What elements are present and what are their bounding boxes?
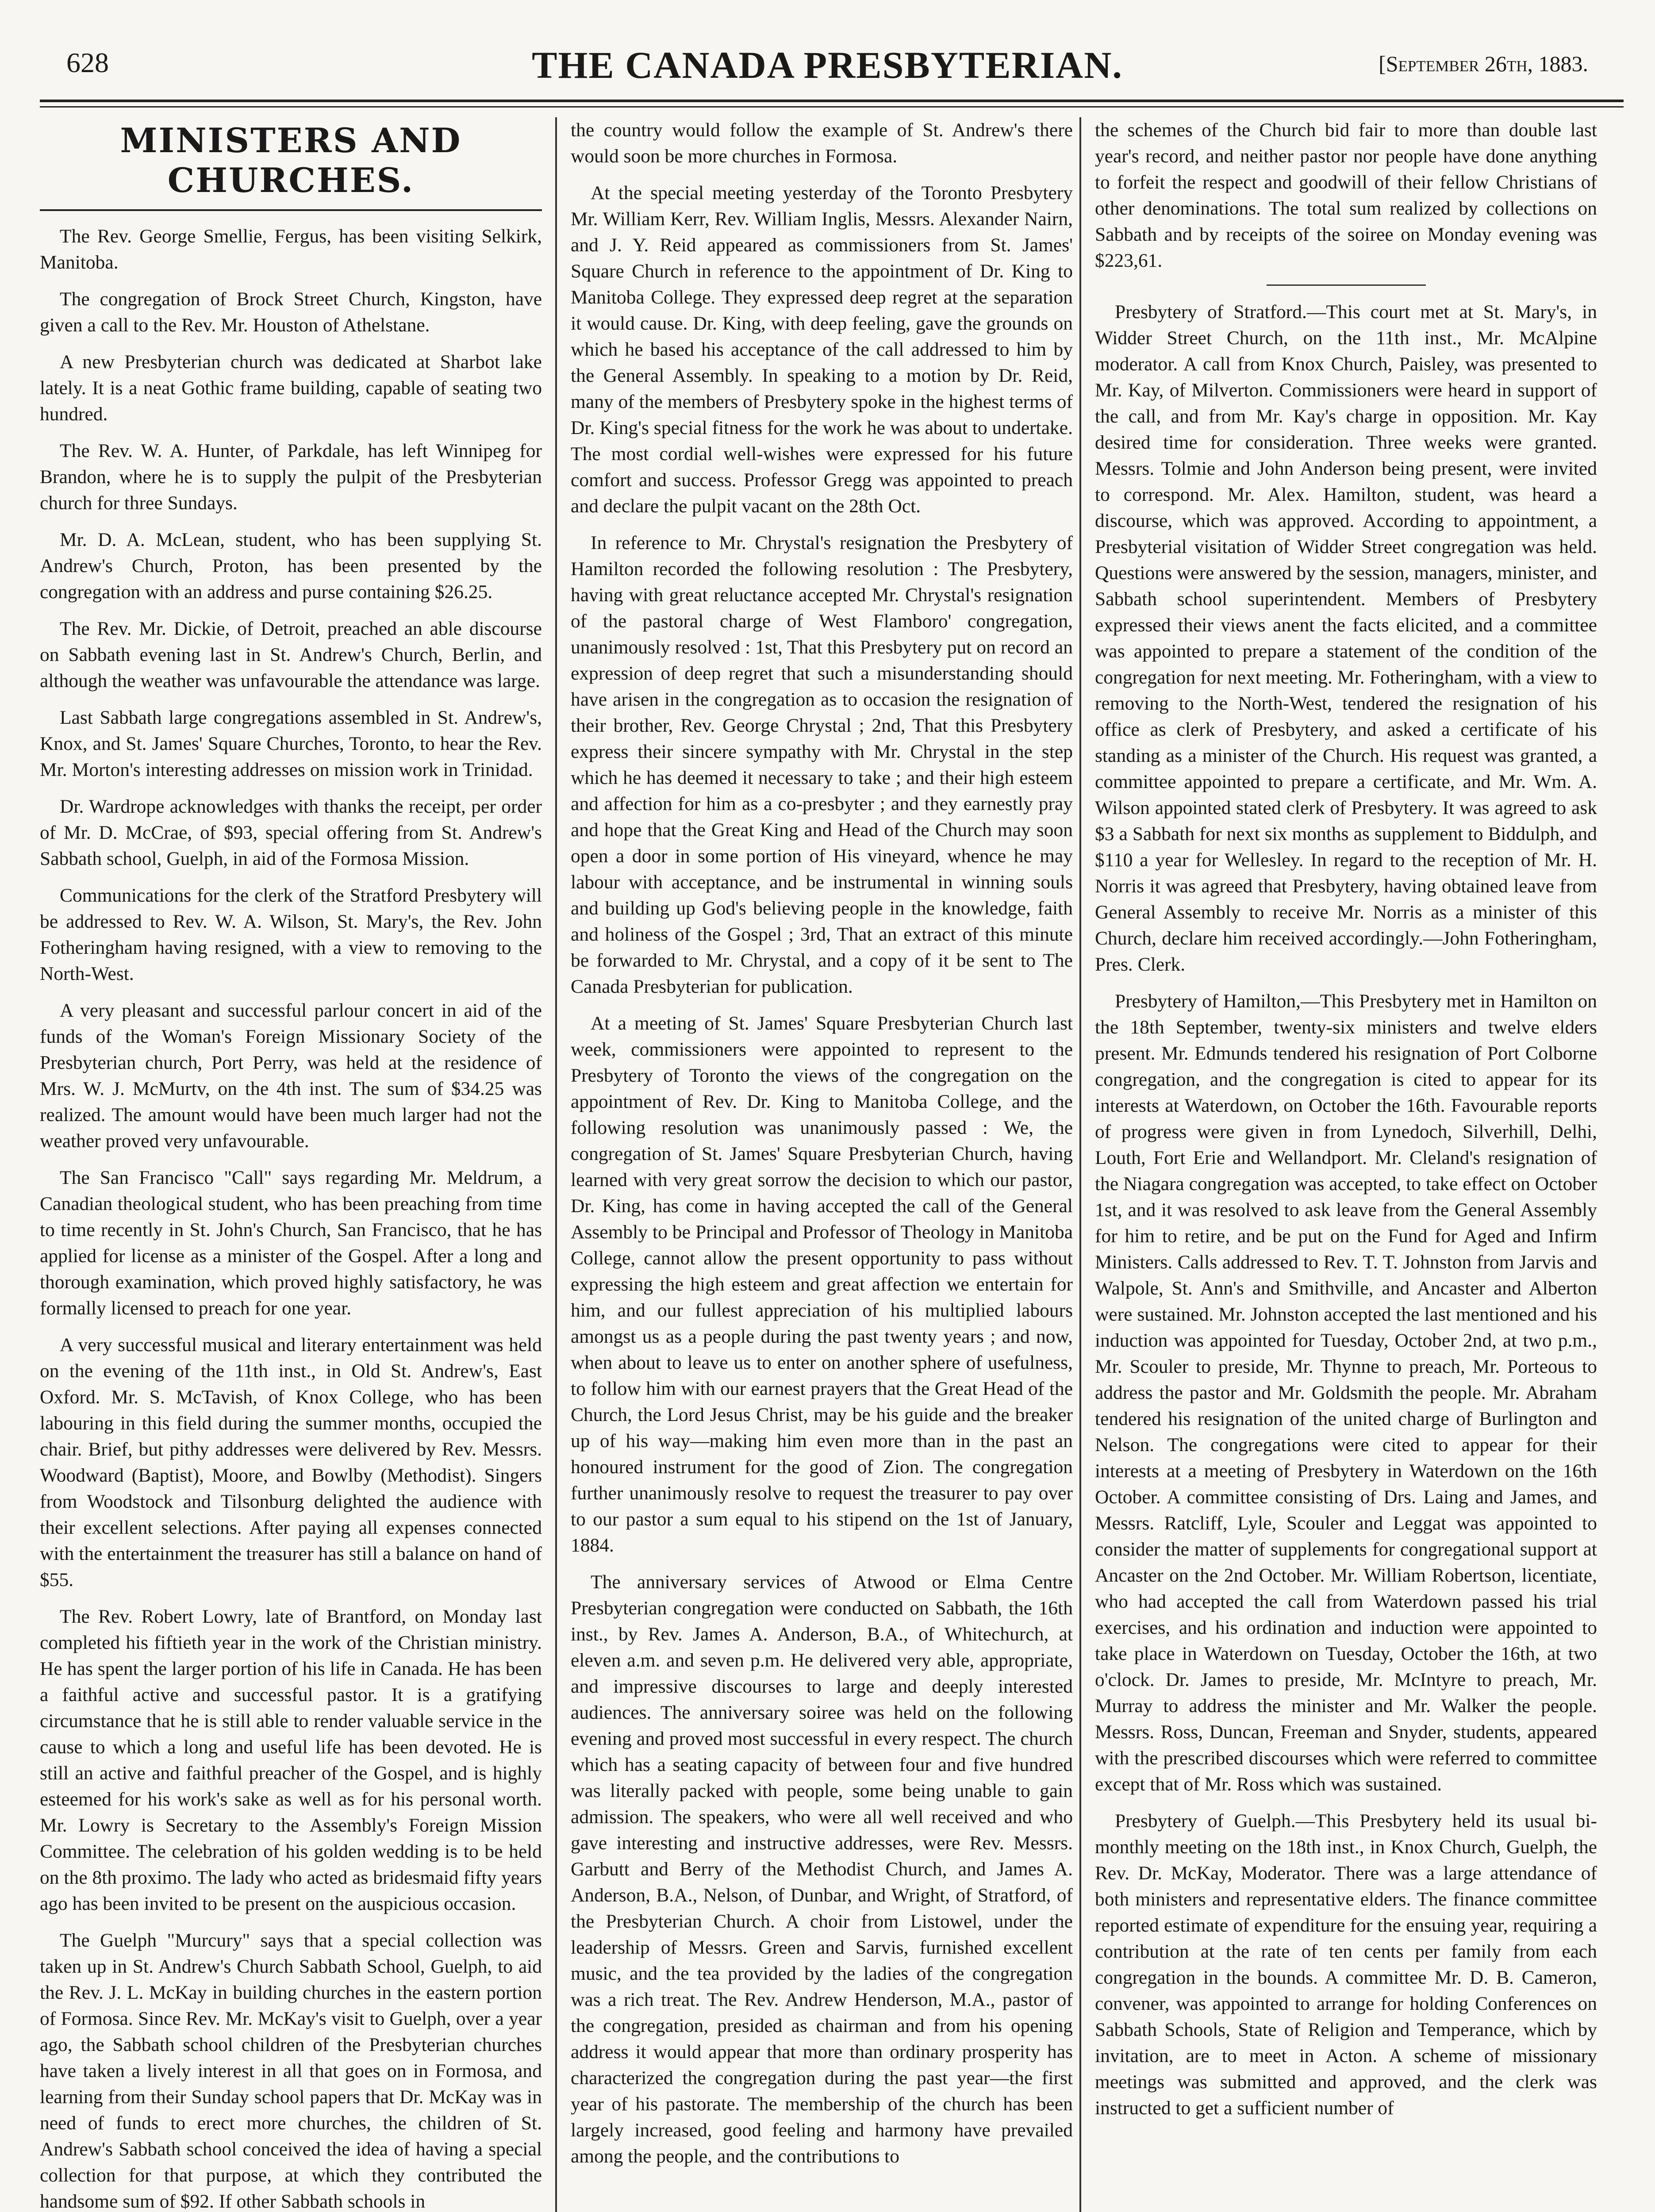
article-paragraph: The San Francisco "Call" says regarding Mr. Meldrum, a Canadian theological student, who has been preaching from time to time recently in St. John's Church, San Francisco, that he has applied for license as a minister of the Gospel. After a long and thorough examination, which proved highly satisfactory, he was formally licensed to preach for one year. xyxy=(40,1167,542,1319)
article-separator xyxy=(1267,284,1426,286)
page-number: 628 xyxy=(66,47,109,78)
column-3 xyxy=(1095,117,1597,2212)
article-paragraph: Mr. D. A. McLean, student, who has been supplying St. Andrew's Church, Proton, has been presented by the congregation with an address and purse containing $26.25. xyxy=(40,529,542,603)
article-paragraph: The Rev. Robert Lowry, late of Brantford, on Monday last completed his fiftieth year in the work of the Christian ministry. He has spent the larger portion of his life in Canada. He has been a faithful active and successful pastor. It is a gratifying circumstance that he is still able to render valuable service in the cause to which a long and useful life has been devoted. He is still an active and faithful preacher of the Gospel, and is highly esteemed for his work's sake as well as for his personal worth. Mr. Lowry is Secretary to the Assembly's Foreign Mission Committee. The celebration of his golden wedding is to be held on the 8th proximo. The lady who acted as bridesmaid fifty years ago has been invited to be present on the auspicious occasion. xyxy=(40,1606,542,1914)
section-heading-rule xyxy=(40,209,542,211)
article-paragraph: The Rev. Mr. Dickie, of Detroit, preached an able discourse on Sabbath evening last in St. Andrew's Church, Berlin, and although the weather was unfavourable the attendance was large. xyxy=(40,618,542,691)
article-paragraph: The Rev. George Smellie, Fergus, has been visiting Selkirk, Manitoba. xyxy=(40,226,542,273)
header-rule-thick xyxy=(40,100,1624,102)
article-paragraph: The Rev. W. A. Hunter, of Parkdale, has left Winnipeg for Brandon, where he is to supply the pulpit of the Presbyterian church for three Sundays. xyxy=(40,440,542,514)
article-paragraph: The anniversary services of Atwood or Elma Centre Presbyterian congregation were conducted on Sabbath, the 16th inst., by Rev. James A. Anderson, B.A., of Whitechurch, at eleven a.m. and seven p.m. He delivered very able, appropriate, and impressive discourses to large and deeply interested audiences. The anniversary soiree was held on the following evening and proved most successful in every respect. The church which has a seating capacity of between four and five hundred was literally packed with people, some being unable to gain admission. The speakers, who were all well received and who gave interesting and instructive addresses, were Rev. Messrs. Garbutt and Berry of the Methodist Church, and James A. Anderson, B.A., Nelson, of Dunbar, and Wright, of Stratford, of the Presbyterian Church. A choir from Listowel, under the leadership of Messrs. Green and Sarvis, furnished excellent music, and the tea provided by the ladies of the congregation was a rich treat. The Rev. Andrew Henderson, M.A., pastor of the congregation, presided as chairman and from his opening address it would appear that more than ordinary prosperity has characterized the congregation during the past year—the first year of his pastorate. The membership of the church has been largely increased, good feeling and harmony have prevailed among the people, and the contributions to xyxy=(571,1571,1073,2167)
article-paragraph: At a meeting of St. James' Square Presbyterian Church last week, commissioners were appointed to represent to the Presbytery of Toronto the views of the congregation on the appointment of Rev. Dr. King to Manitoba College, and the following resolution was unanimously passed : We, the congregation of St. James' Square Presbyterian Church, having learned with very great sorrow the decision to which our pastor, Dr. King, has come in having accepted the call of the General Assembly to be Principal and Professor of Theology in Manitoba College, cannot allow the present opportunity to pass without expressing the high esteem and great affection we entertain for him, and our fullest appreciation of his multiplied labours amongst us as a people during the past twenty years ; and now, when about to leave us to enter on another sphere of usefulness, to follow him with our earnest prayers that the Great Head of the Church, the Lord Jesus Christ, may be his guide and the breaker up of his way—making him even more than in the past an honoured instrument for the good of Zion. The congregation further unanimously resolve to request the treasurer to pay over to our pastor a sum equal to his stipend on the 1st of January, 1884. xyxy=(571,1013,1073,1556)
article-paragraph: Presbytery of Guelph.—This Presbytery held its usual bi-monthly meeting on the 18th inst., in Knox Church, Guelph, the Rev. Dr. McKay, Moderator. There was a large attendance of both ministers and representative elders. The finance committee reported estimate of expenditure for the ensuing year, requiring a contribution at the rate of ten cents per family from each congregation in the bounds. A committee Mr. D. B. Cameron, convener, was appointed to arrange for holding Conferences on Sabbath Schools, State of Religion and Temperance, which by invitation, are to meet in Acton. A scheme of missionary meetings was submitted and approved, and the clerk was instructed to get a sufficient number of xyxy=(1095,1810,1597,2119)
column-1 xyxy=(40,117,542,2212)
section-heading: MINISTERS AND CHURCHES. xyxy=(120,121,462,200)
article-paragraph: Dr. Wardrope acknowledges with thanks the receipt, per order of Mr. D. McCrae, of $93, special offering from St. Andrew's Sabbath school, Guelph, in aid of the Formosa Mission. xyxy=(40,796,542,869)
article-paragraph: Presbytery of Hamilton,—This Presbytery met in Hamilton on the 18th September, twenty-six ministers and twelve elders present. Mr. Edmunds tendered his resignation of Port Colborne congregation, and the congregation is cited to appear for its interests at Waterdown, on October the 16th. Favourable reports of progress were given in from Lynedoch, Silverhill, Delhi, Louth, Fort Erie and Wellandport. Mr. Cleland's resignation of the Niagara congregation was accepted, to take effect on October 1st, and it was resolved to ask leave from the General Assembly for him to retire, and be put on the Fund for Aged and Infirm Ministers. Calls addressed to Rev. T. T. Johnston from Jarvis and Walpole, St. Ann's and Smithville, and Ancaster and Alberton were sustained. Mr. Johnston accepted the last mentioned and his induction was appointed for Tuesday, October 2nd, at two p.m., Mr. Scouler to preside, Mr. Thynne to preach, Mr. Porteous to address the pastor and Mr. Goldsmith the people. Mr. Abraham tendered his resignation of the united charge of Burlington and Nelson. The congregations were cited to appear for their interests at a meeting of Presbytery in Waterdown on the 16th October. A committee consisting of Drs. Laing and James, and Messrs. Ratcliff, Lyle, Scouler and Leggat was appointed to consider the matter of supplements for congregational support at Ancaster on the 2nd October. Mr. William Robertson, licentiate, who had accepted the call from Waterdown passed his trial exercises, and his ordination and induction were appointed to take place in Waterdown on Tuesday, October the 16th, at two o'clock. Dr. James to preside, Mr. McIntyre to preach, Mr. Murray to address the minister and Mr. Walker the people. Messrs. Ross, Duncan, Freeman and Snyder, students, appeared with the prescribed discourses which were referred to committee except that of Mr. Ross which was sustained. xyxy=(1095,991,1597,1795)
article-paragraph: the country would follow the example of St. Andrew's there would soon be more churches in Formosa. xyxy=(571,119,1073,167)
journal-title: THE CANADA PRESBYTERIAN. xyxy=(532,44,1123,86)
article-paragraph: A new Presbyterian church was dedicated at Sharbot lake lately. It is a neat Gothic frame building, capable of seating two hundred. xyxy=(40,351,542,425)
article-paragraph: Presbytery of Stratford.—This court met at St. Mary's, in Widder Street Church, on the 11th inst., Mr. McAlpine moderator. A call from Knox Church, Paisley, was presented to Mr. Kay, of Milverton. Commissioners were heard in support of the call, and from Mr. Kay's charge in opposition. Mr. Kay desired time for consideration. Three weeks were granted. Messrs. Tolmie and John Anderson being present, were invited to correspond. Mr. Alex. Hamilton, student, was heard a discourse, which was approved. According to appointment, a Presbyterial visitation of Widder Street congregation was held. Questions were answered by the session, managers, minister, and Sabbath school superintendent. Members of Presbytery expressed their views anent the facts elicited, and a committee was appointed to prepare a statement of the condition of the congregation for next meeting. Mr. Fotheringham, with a view to removing to the North-West, tendered the resignation of his office as clerk of Presbytery, and asked a certificate of his standing as a minister of the Church. His request was granted, a committee appointed to prepare a certificate, and Mr. Wm. A. Wilson appointed stated clerk of Presbytery. It was agreed to ask $3 a Sabbath for next six months as supplement to Biddulph, and $110 a year for Wellesley. In regard to the reception of Mr. H. Norris it was agreed that Presbytery, having obtained leave from General Assembly to receive Mr. Norris as a minister of this Church, declare him received accordingly.—John Fotheringham, Pres. Clerk. xyxy=(1095,301,1597,975)
article-paragraph: Communications for the clerk of the Stratford Presbytery will be addressed to Rev. W. A. Wilson, St. Mary's, the Rev. John Fotheringham having resigned, with a view to removing to the North-West. xyxy=(40,885,542,984)
column-2 xyxy=(571,117,1073,2212)
page-header xyxy=(66,46,1588,95)
article-paragraph: At the special meeting yesterday of the Toronto Presbytery Mr. William Kerr, Rev. William Inglis, Messrs. Alexander Nairn, and J. Y. Reid appeared as commissioners from St. James' Square Church in reference to the appointment of Dr. King to Manitoba College. They expressed deep regret at the separation it would cause. Dr. King, with deep feeling, gave the grounds on which he based his acceptance of the call addressed to him by the General Assembly. In speaking to a motion by Dr. Reid, many of the members of Presbytery spoke in the highest terms of Dr. King's special fitness for the work he was about to undertake. The most cordial well-wishes were expressed for his future comfort and success. Professor Gregg was appointed to preach and declare the pulpit vacant on the 28th Oct. xyxy=(571,182,1073,517)
header-rule-thin xyxy=(40,106,1624,108)
column-divider-1 xyxy=(555,117,557,2212)
article-paragraph: In reference to Mr. Chrystal's resignation the Presbytery of Hamilton recorded the following resolution : The Presbytery, having with great reluctance accepted Mr. Chrystal's resignation of the pastoral charge of West Flamboro' congregation, unanimously resolved : 1st, That this Presbytery put on record an expression of deep regret that such a misunderstanding should have arisen in the congregation as to occasion the resignation of their brother, Rev. George Chrystal ; 2nd, That this Presbytery express their sincere sympathy with Mr. Chrystal in the step which he has deemed it necessary to take ; and their high esteem and affection for him as a co-presbyter ; and they earnestly pray and hope that the Great King and Head of the Church may soon open a door in some portion of His vineyard, whence he may labour with acceptance, and be instrumental in winning souls and building up God's believing people in the knowledge, faith and holiness of the Gospel ; 3rd, That an extract of this minute be forwarded to Mr. Chrystal, and a copy of it be sent to The Canada Presbyterian for publication. xyxy=(571,532,1073,997)
issue-date: [September 26th, 1883. xyxy=(1379,51,1588,76)
article-paragraph: A very successful musical and literary entertainment was held on the evening of the 11th inst., in Old St. Andrew's, East Oxford. Mr. S. McTavish, of Knox College, who has been labouring in this field during the summer months, occupied the chair. Brief, but pithy addresses were delivered by Rev. Messrs. Woodward (Baptist), Moore, and Bowlby (Methodist). Singers from Woodstock and Tilsonburg delighted the audience with their excellent selections. After paying all expenses connected with the entertainment the treasurer has still a balance on hand of $55. xyxy=(40,1334,542,1590)
article-paragraph: Last Sabbath large congregations assembled in St. Andrew's, Knox, and St. James' Square Churches, Toronto, to hear the Rev. Mr. Morton's interesting addresses on mission work in Trinidad. xyxy=(40,707,542,780)
article-paragraph: The Guelph "Murcury" says that a special collection was taken up in St. Andrew's Church Sabbath School, Guelph, to aid the Rev. J. L. McKay in building churches in the eastern portion of Formosa. Since Rev. Mr. McKay's visit to Guelph, over a year ago, the Sabbath school children of the Presbyterian churches have taken a lively interest in all that goes on in Formosa, and learning from their Sunday school papers that Dr. McKay was in need of funds to erect more churches, the children of St. Andrew's Sabbath school conceived the idea of having a special collection for that purpose, at which they contributed the handsome sum of $92. If other Sabbath schools in xyxy=(40,1930,542,2212)
article-paragraph: the schemes of the Church bid fair to more than double last year's record, and neither pastor nor people have done anything to forfeit the respect and goodwill of their fellow Christians of other denominations. The total sum realized by collections on Sabbath and by receipts of the soiree on Monday evening was $223,61. xyxy=(1095,119,1597,271)
column-divider-2 xyxy=(1079,117,1081,2212)
article-paragraph: A very pleasant and successful parlour concert in aid of the funds of the Woman's Foreign Missionary Society of the Presbyterian church, Port Perry, was held at the residence of Mrs. W. J. McMurtv, on the 4th inst. The sum of $34.25 was realized. The amount would have been much larger had not the weather proved very unfavourable. xyxy=(40,1000,542,1152)
article-paragraph: The congregation of Brock Street Church, Kingston, have given a call to the Rev. Mr. Houston of Athelstane. xyxy=(40,288,542,336)
